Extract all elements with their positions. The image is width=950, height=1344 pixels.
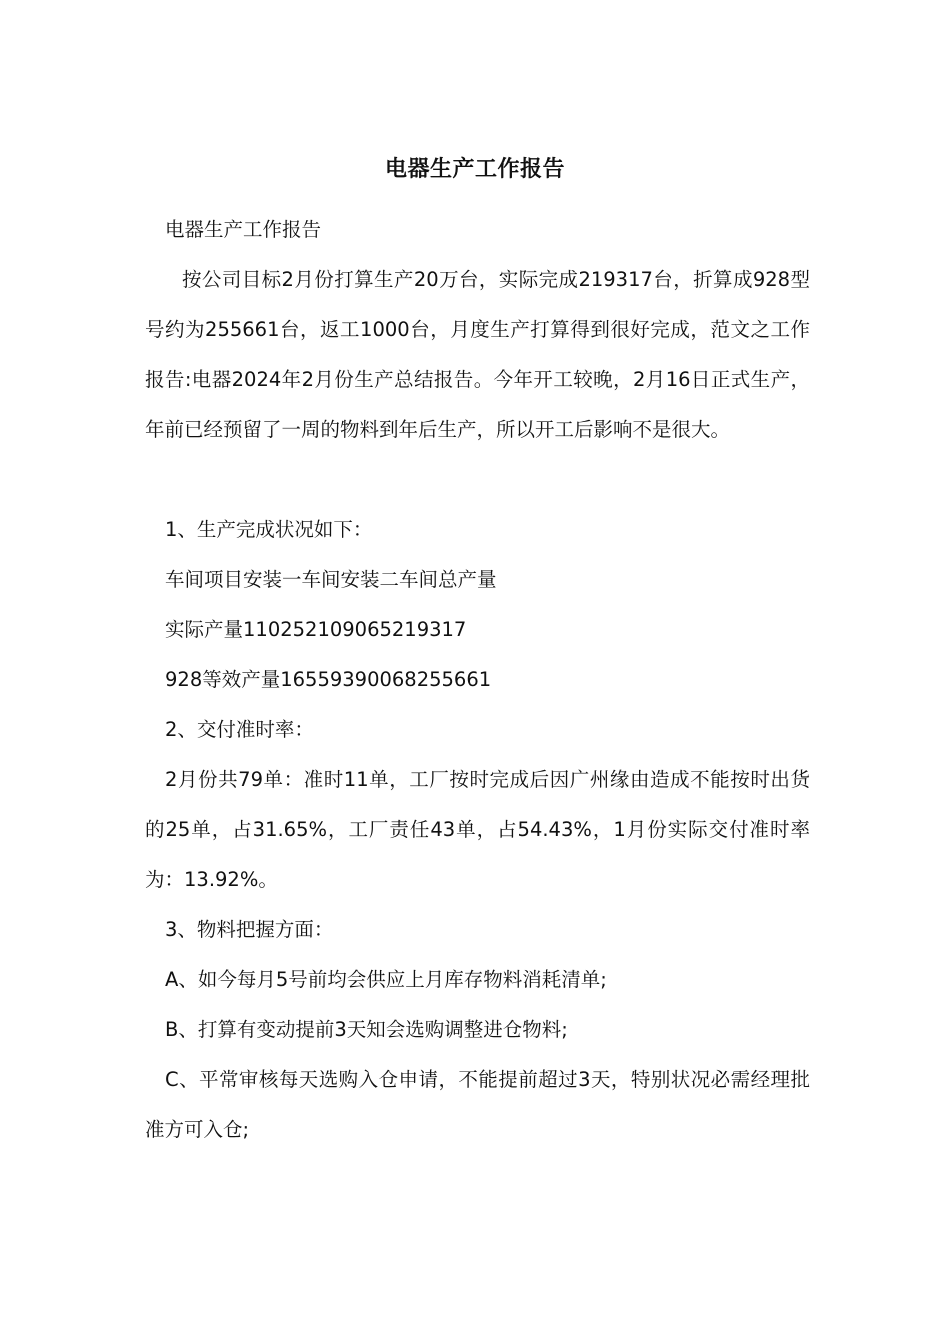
material-item-c: C、平常审核每天选购入仓申请，不能提前超过3天，特别状况必需经理批准方可入仓; bbox=[145, 1068, 810, 1141]
production-row-equivalent: 928等效产量165593900682556​61 bbox=[165, 668, 492, 691]
section-3-heading: 3、物料把握方面： bbox=[165, 918, 334, 941]
paragraph-gap bbox=[145, 455, 810, 505]
document-title: 电器生产工作报告 bbox=[384, 157, 565, 182]
production-row-actual: 实际产量110252109065219317 bbox=[165, 618, 467, 641]
delivery-paragraph: 2月份共79单：准时11单，工厂按时完成后因广州缘由造成不能按时出货的25单，占31.65%，工厂责任43单，占54.43%，1月份实际交付准时率为：13.92%。 bbox=[145, 768, 810, 891]
document-subtitle: 电器生产工作报告 bbox=[165, 218, 322, 241]
section-1-heading: 1、生产完成状况如下： bbox=[165, 518, 373, 541]
section-2-heading: 2、交付准时率： bbox=[165, 718, 314, 741]
document-body bbox=[145, 205, 810, 1155]
material-item-a: A、如今每月5号前均会供应上月库存物料消耗清单; bbox=[165, 968, 607, 991]
production-table-header: 车间项目安装一车间安装二车间总产量 bbox=[165, 568, 497, 591]
intro-paragraph: 按公司目标2月份打算生产20万台，实际完成219317台，折算成928型号约为255661台，返工1000台，月度生产打算得到很好完成，范文之工作报告:电器2024年2月份生产总结报告。今年开工较晚，2月16日正式生产，年前已经预留了一周的物料到年后生产，所以开工后影响不是很大。 bbox=[145, 268, 810, 441]
material-item-b: B、打算有变动提前3天知会选购调整进仓物料; bbox=[165, 1018, 568, 1041]
